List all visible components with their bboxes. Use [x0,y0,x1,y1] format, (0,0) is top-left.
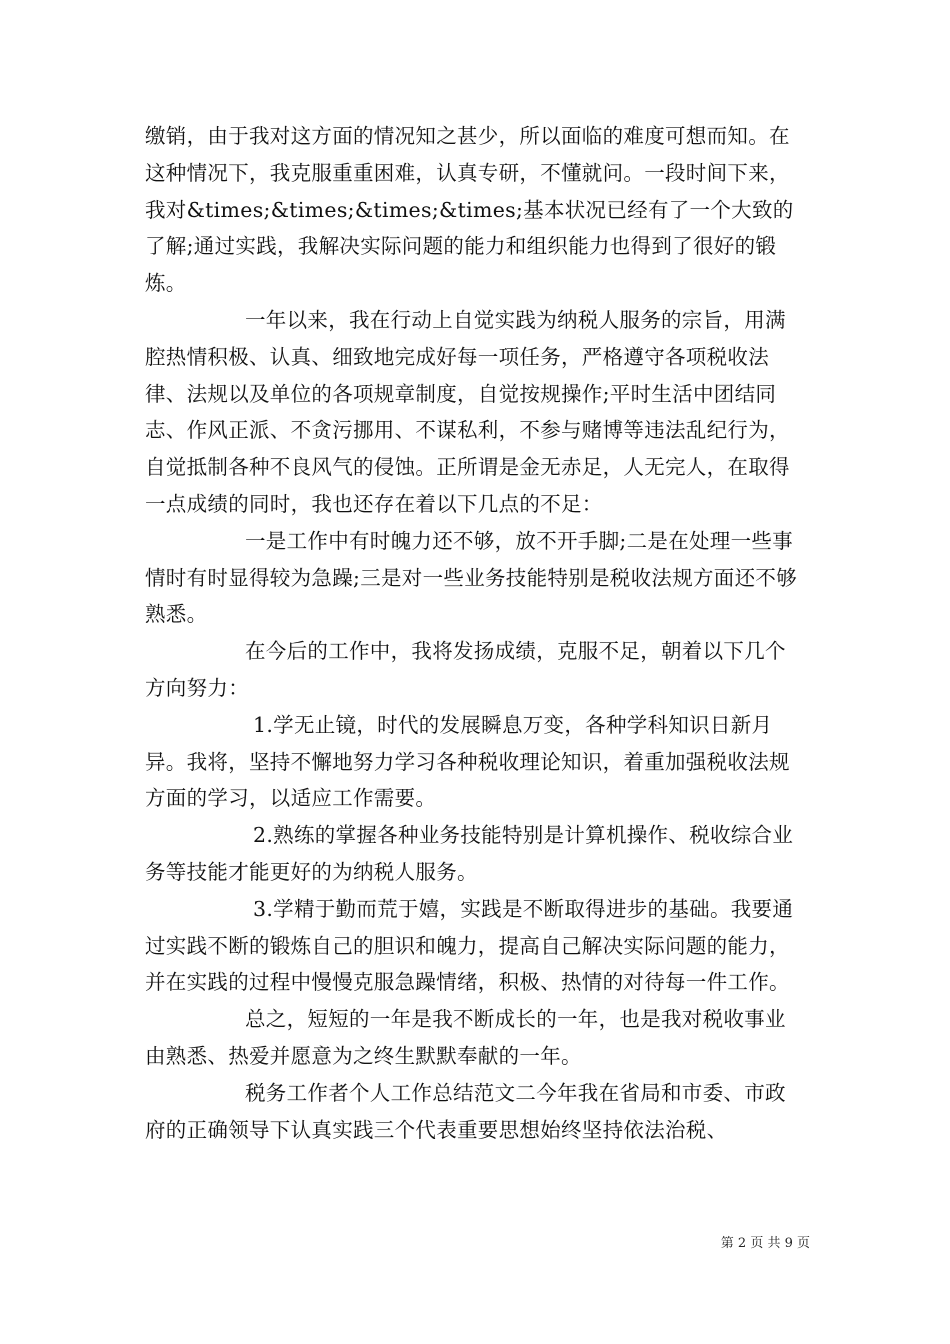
page-number-footer: 第 2 页 共 9 页 [720,1236,810,1251]
paragraph-continuation: 缴销，由于我对这方面的情况知之甚少，所以面临的难度可想而知。在这种情况下，我克服重重困难，认真专研，不懂就问。一段时间下来，我对&times;&times;&times;&times;基本状况已经有了一个大致的了解;通过实践，我解决实际问题的能力和组织能力也得到了很好的锻炼。 [145,124,794,296]
paragraph-taxpayer-service: 一年以来，我在行动上自觉实践为纳税人服务的宗旨，用满腔热情积极、认真、细致地完成好每一项任务，严格遵守各项税收法律、法规以及单位的各项规章制度，自觉按规操作;平时生活中团结同志、作风正派、不贪污挪用、不谋私利，不参与赌博等违法乱纪行为，自觉抵制各种不良风气的侵蚀。正所谓是金无赤足，人无完人，在取得一点成绩的同时，我也还存在着以下几点的不足： [145,307,790,516]
paragraph-conclusion: 总之，短短的一年是我不断成长的一年，也是我对税收事业由熟悉、热爱并愿意为之终生默默奉献的一年。 [145,1007,786,1068]
paragraph-item-1: 1.学无止镜，时代的发展瞬息万变，各种学科知识日新月异。我将，坚持不懈地努力学习各种税收理论知识，着重加强税收法规方面的学习，以适应工作需要。 [145,712,790,811]
paragraph-item-2: 2.熟练的掌握各种业务技能特别是计算机操作、税收综合业务等技能才能更好的为纳税人服务。 [145,823,794,884]
paragraph-future-directions: 在今后的工作中，我将发扬成绩，克服不足，朝着以下几个方向努力： [145,639,786,700]
paragraph-sample-two: 税务工作者个人工作总结范文二今年我在省局和市委、市政府的正确领导下认真实践三个代表重要思想始终坚持依法治税、 [145,1080,786,1142]
paragraph-item-3: 3.学精于勤而荒于嬉，实践是不断取得进步的基础。我要通过实践不断的锻炼自己的胆识和魄力，提高自己解决实际问题的能力，并在实践的过程中慢慢克服急躁情绪，积极、热情的对待每一件工作。 [145,896,794,995]
paragraph-shortcomings: 一是工作中有时魄力还不够，放不开手脚;二是在处理一些事情时有时显得较为急躁;三是对一些业务技能特别是税收法规方面还不够熟悉。 [145,528,798,627]
document-body [145,118,805,1148]
